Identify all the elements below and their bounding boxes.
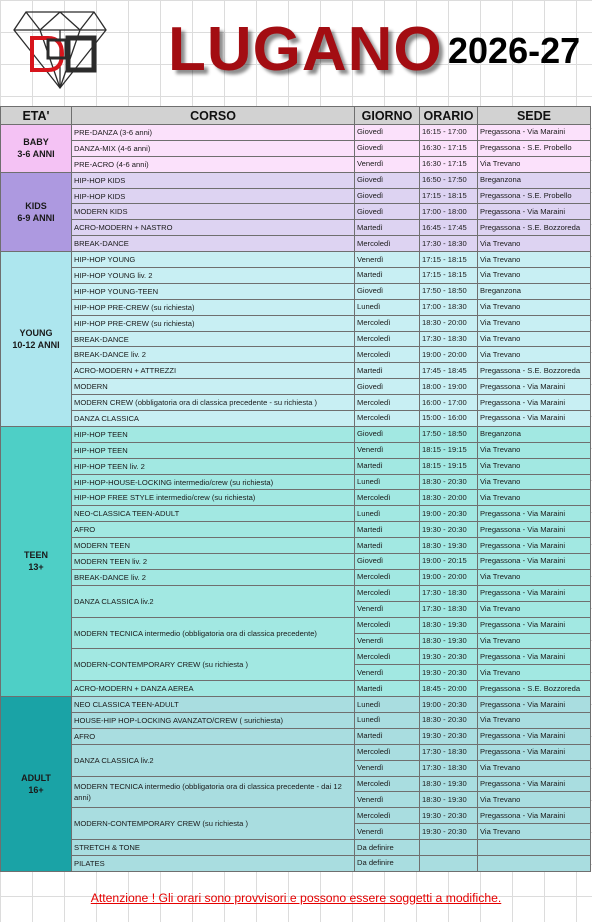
day-cell: Lunedì [355,299,420,315]
location-cell: Pregassona - Via Maraini [478,538,591,554]
table-row [1,442,591,458]
location-cell: Pregassona - Via Maraini [478,728,591,744]
day-cell: Giovedì [355,554,420,570]
age-group-cell [1,697,72,872]
day-cell: Giovedì [355,172,420,188]
location-cell: Pregassona - Via Maraini [478,411,591,427]
course-name-cell: PILATES [72,855,355,871]
course-name-cell: HIP-HOP PRE-CREW (su richiesta) [72,315,355,331]
location-cell: Via Trevano [478,442,591,458]
table-row [1,188,591,204]
location-cell: Pregassona - Via Maraini [478,808,591,824]
time-cell: 16:30 - 17:15 [420,140,478,156]
location-cell: Pregassona - S.E. Probello [478,140,591,156]
course-name-cell: STRETCH & TONE [72,840,355,856]
day-cell: Giovedì [355,140,420,156]
location-cell: Via Trevano [478,331,591,347]
table-row [1,712,591,728]
course-name-cell: NEO-CLASSICA TEEN-ADULT [72,506,355,522]
course-name-cell: PRE-ACRO (4-6 anni) [72,156,355,172]
time-cell: 18:15 - 19:15 [420,458,478,474]
season-label: 2026-27 [448,30,581,71]
time-cell: 17:30 - 18:30 [420,760,478,776]
time-cell: 16:50 - 17:50 [420,172,478,188]
course-name-cell: HIP-HOP-HOUSE-LOCKING intermedio/crew (su richiesta) [72,474,355,490]
course-name-cell: HIP-HOP FREE STYLE intermedio/crew (su richiesta) [72,490,355,506]
table-row [1,315,591,331]
time-cell: 17:50 - 18:50 [420,426,478,442]
time-cell: 18:30 - 20:00 [420,315,478,331]
course-name-cell: DANZA CLASSICA liv.2 [72,585,355,617]
table-row [1,331,591,347]
time-cell: 19:00 - 20:00 [420,347,478,363]
column-header-giorno: GIORNO [355,107,420,125]
time-cell: 19:30 - 20:30 [420,824,478,840]
time-cell: 18:30 - 20:00 [420,490,478,506]
time-cell: 18:45 - 20:00 [420,681,478,697]
time-cell: 19:30 - 20:30 [420,728,478,744]
course-name-cell: DANZA-MIX (4-6 anni) [72,140,355,156]
time-cell: 19:00 - 20:15 [420,554,478,570]
location-cell: Via Trevano [478,490,591,506]
day-cell: Martedì [355,538,420,554]
day-cell: Martedì [355,458,420,474]
course-name-cell: MODERN-CONTEMPORARY CREW (su richiesta ) [72,808,355,840]
day-cell: Lunedì [355,506,420,522]
location-cell: Via Trevano [478,252,591,268]
table-row [1,236,591,252]
course-name-cell: ACRO-MODERN + DANZA AEREA [72,681,355,697]
table-row [1,490,591,506]
course-name-cell: MODERN TEEN liv. 2 [72,554,355,570]
age-group-name: ADULT [21,772,51,783]
course-name-cell: BREAK-DANCE [72,331,355,347]
day-cell: Mercoledì [355,808,420,824]
day-cell: Giovedì [355,188,420,204]
location-cell: Pregassona - Via Maraini [478,554,591,570]
time-cell: 18:30 - 19:30 [420,633,478,649]
time-cell: 17:00 - 18:00 [420,204,478,220]
course-name-cell: HIP-HOP TEEN [72,442,355,458]
location-cell [478,855,591,871]
day-cell: Mercoledì [355,236,420,252]
day-cell: Giovedì [355,426,420,442]
course-name-cell: MODERN TEEN [72,538,355,554]
time-cell: 17:30 - 18:30 [420,331,478,347]
table-row [1,840,591,856]
course-name-cell: AFRO [72,728,355,744]
table-row [1,268,591,284]
table-row [1,681,591,697]
time-cell: 16:15 - 17:00 [420,125,478,141]
day-cell: Venerdì [355,665,420,681]
day-cell: Mercoledì [355,617,420,633]
time-cell: 17:30 - 18:30 [420,744,478,760]
day-cell: Venerdì [355,824,420,840]
time-cell: 18:00 - 19:00 [420,379,478,395]
location-cell: Pregassona - S.E. Bozzoreda [478,363,591,379]
day-cell: Mercoledì [355,744,420,760]
course-name-cell: MODERN TECNICA intermedio (obbligatoria ora di classica precedente) [72,617,355,649]
table-row [1,538,591,554]
location-cell: Pregassona - Via Maraini [478,744,591,760]
location-cell: Pregassona - Via Maraini [478,506,591,522]
day-cell: Venerdì [355,252,420,268]
location-cell: Via Trevano [478,792,591,808]
location-cell: Via Trevano [478,299,591,315]
age-group-name: TEEN [23,550,48,561]
table-row [1,411,591,427]
location-cell: Via Trevano [478,665,591,681]
location-cell: Via Trevano [478,760,591,776]
time-cell: 19:30 - 20:30 [420,649,478,665]
age-group-cell [1,252,72,427]
schedule-table [0,106,591,872]
location-cell [478,840,591,856]
location-cell: Via Trevano [478,474,591,490]
column-header-orario: ORARIO [420,107,478,125]
table-row [1,744,591,760]
time-cell: 17:15 - 18:15 [420,268,478,284]
age-group-range: 6-9 ANNI [17,212,55,223]
time-cell: 17:15 - 18:15 [420,252,478,268]
time-cell: 19:00 - 20:30 [420,697,478,713]
day-cell: Lunedì [355,474,420,490]
day-cell: Venerdì [355,156,420,172]
table-row [1,569,591,585]
table-row [1,204,591,220]
time-cell: 19:00 - 20:00 [420,569,478,585]
course-name-cell: ACRO-MODERN + NASTRO [72,220,355,236]
day-cell: Mercoledì [355,490,420,506]
day-cell: Mercoledì [355,776,420,792]
table-row [1,522,591,538]
location-cell: Via Trevano [478,458,591,474]
time-cell: 17:30 - 18:30 [420,585,478,601]
location-cell: Pregassona - Via Maraini [478,125,591,141]
course-name-cell: DANZA CLASSICA [72,411,355,427]
day-cell: Mercoledì [355,411,420,427]
day-cell: Venerdì [355,792,420,808]
course-name-cell: HIP-HOP TEEN liv. 2 [72,458,355,474]
time-cell: 17:50 - 18:50 [420,283,478,299]
age-group-range: 16+ [28,784,44,795]
day-cell: Mercoledì [355,585,420,601]
table-row [1,458,591,474]
location-cell: Via Trevano [478,268,591,284]
time-cell: 16:45 - 17:45 [420,220,478,236]
course-name-cell: MODERN [72,379,355,395]
age-group-name: KIDS [25,200,47,211]
day-cell: Martedì [355,728,420,744]
age-group-range: 10-12 ANNI [12,340,60,351]
time-cell: 19:30 - 20:30 [420,665,478,681]
location-cell: Breganzona [478,283,591,299]
age-group-cell [1,125,72,173]
location-cell: Breganzona [478,172,591,188]
day-cell: Da definire [355,855,420,871]
time-cell [420,855,478,871]
table-row [1,283,591,299]
table-row [1,585,591,601]
location-cell: Pregassona - Via Maraini [478,379,591,395]
day-cell: Martedì [355,220,420,236]
course-name-cell: PRE-DANZA (3-6 anni) [72,125,355,141]
day-cell: Giovedì [355,379,420,395]
time-cell: 18:30 - 19:30 [420,617,478,633]
age-group-cell [1,426,72,696]
location-cell: Pregassona - Via Maraini [478,776,591,792]
course-name-cell: HIP-HOP YOUNG liv. 2 [72,268,355,284]
course-name-cell: HIP-HOP KIDS [72,172,355,188]
diamond-logo-icon [12,8,108,90]
course-name-cell: HIP-HOP TEEN [72,426,355,442]
day-cell: Da definire [355,840,420,856]
course-name-cell: ACRO-MODERN + ATTREZZI [72,363,355,379]
table-row [1,855,591,871]
time-cell [420,840,478,856]
time-cell: 18:30 - 20:30 [420,712,478,728]
time-cell: 18:30 - 20:30 [420,474,478,490]
location-cell: Via Trevano [478,315,591,331]
disclaimer-text: Attenzione ! Gli orari sono provvisori e possono essere soggetti a modifiche. [90,891,502,905]
table-row [1,140,591,156]
table-row [1,125,591,141]
time-cell: 19:30 - 20:30 [420,808,478,824]
location-cell: Pregassona - Via Maraini [478,617,591,633]
location-cell: Pregassona - Via Maraini [478,585,591,601]
location-cell: Breganzona [478,426,591,442]
table-row [1,617,591,633]
course-name-cell: BREAK-DANCE liv. 2 [72,569,355,585]
day-cell: Lunedì [355,697,420,713]
time-cell: 16:30 - 17:15 [420,156,478,172]
location-cell: Via Trevano [478,569,591,585]
course-name-cell: AFRO [72,522,355,538]
age-group-name: BABY [23,137,49,148]
column-header-eta: ETA' [1,107,72,125]
day-cell: Martedì [355,522,420,538]
age-group-cell [1,172,72,251]
course-name-cell: HIP-HOP YOUNG-TEEN [72,283,355,299]
table-row [1,172,591,188]
day-cell: Mercoledì [355,347,420,363]
course-name-cell: HIP-HOP YOUNG [72,252,355,268]
location-cell: Pregassona - S.E. Bozzoreda [478,220,591,236]
table-row [1,474,591,490]
course-name-cell: NEO CLASSICA TEEN-ADULT [72,697,355,713]
location-cell: Via Trevano [478,824,591,840]
day-cell: Martedì [355,363,420,379]
day-cell: Venerdì [355,442,420,458]
location-cell: Pregassona - Via Maraini [478,522,591,538]
table-row [1,808,591,824]
table-header-row [1,107,591,125]
course-name-cell: BREAK-DANCE liv. 2 [72,347,355,363]
course-name-cell: MODERN TECNICA intermedio (obbligatoria ora di classica precedente - dai 12 anni) [72,776,355,808]
time-cell: 15:00 - 16:00 [420,411,478,427]
table-row [1,220,591,236]
location-cell: Via Trevano [478,712,591,728]
table-row [1,776,591,792]
time-cell: 16:00 - 17:00 [420,395,478,411]
location-cell: Pregassona - Via Maraini [478,649,591,665]
age-group-range: 13+ [28,562,44,573]
table-row [1,252,591,268]
table-row [1,426,591,442]
time-cell: 17:30 - 18:30 [420,601,478,617]
course-name-cell: DANZA CLASSICA liv.2 [72,744,355,776]
day-cell: Mercoledì [355,315,420,331]
day-cell: Martedì [355,681,420,697]
day-cell: Mercoledì [355,331,420,347]
time-cell: 17:15 - 18:15 [420,188,478,204]
table-row [1,363,591,379]
table-row [1,649,591,665]
schedule-body [1,125,591,872]
day-cell: Martedì [355,268,420,284]
course-name-cell: MODERN CREW (obbligatoria ora di classica precedente - su richiesta ) [72,395,355,411]
table-row [1,156,591,172]
day-cell: Venerdì [355,633,420,649]
course-name-cell: MODERN-CONTEMPORARY CREW (su richiesta ) [72,649,355,681]
page-title: LUGANO [168,15,443,84]
day-cell: Giovedì [355,125,420,141]
time-cell: 17:45 - 18:45 [420,363,478,379]
time-cell: 18:15 - 19:15 [420,442,478,458]
table-row [1,395,591,411]
table-row [1,347,591,363]
table-row [1,506,591,522]
time-cell: 17:30 - 18:30 [420,236,478,252]
location-cell: Via Trevano [478,601,591,617]
time-cell: 18:30 - 19:30 [420,538,478,554]
location-cell: Via Trevano [478,347,591,363]
day-cell: Mercoledì [355,569,420,585]
location-cell: Pregassona - S.E. Bozzoreda [478,681,591,697]
age-group-name: YOUNG [19,328,53,339]
table-row [1,697,591,713]
course-name-cell: MODERN KIDS [72,204,355,220]
time-cell: 18:30 - 19:30 [420,776,478,792]
time-cell: 19:00 - 20:30 [420,506,478,522]
day-cell: Giovedì [355,204,420,220]
table-row [1,299,591,315]
day-cell: Lunedì [355,712,420,728]
column-header-corso: CORSO [72,107,355,125]
location-cell: Pregassona - Via Maraini [478,204,591,220]
table-row [1,728,591,744]
day-cell: Mercoledì [355,649,420,665]
course-name-cell: HIP-HOP KIDS [72,188,355,204]
time-cell: 17:00 - 18:30 [420,299,478,315]
location-cell: Via Trevano [478,156,591,172]
day-cell: Mercoledì [355,395,420,411]
time-cell: 19:30 - 20:30 [420,522,478,538]
day-cell: Venerdì [355,760,420,776]
course-name-cell: HIP-HOP PRE-CREW (su richiesta) [72,299,355,315]
location-cell: Pregassona - Via Maraini [478,395,591,411]
location-cell: Pregassona - Via Maraini [478,697,591,713]
column-header-sede: SEDE [478,107,591,125]
location-cell: Via Trevano [478,633,591,649]
day-cell: Venerdì [355,601,420,617]
table-row [1,379,591,395]
age-group-range: 3-6 ANNI [17,149,55,160]
location-cell: Via Trevano [478,236,591,252]
location-cell: Pregassona - S.E. Probello [478,188,591,204]
table-row [1,554,591,570]
course-name-cell: BREAK-DANCE [72,236,355,252]
day-cell: Giovedì [355,283,420,299]
course-name-cell: HOUSE-HIP HOP-LOCKING AVANZATO/CREW ( surichiesta) [72,712,355,728]
time-cell: 18:30 - 19:30 [420,792,478,808]
